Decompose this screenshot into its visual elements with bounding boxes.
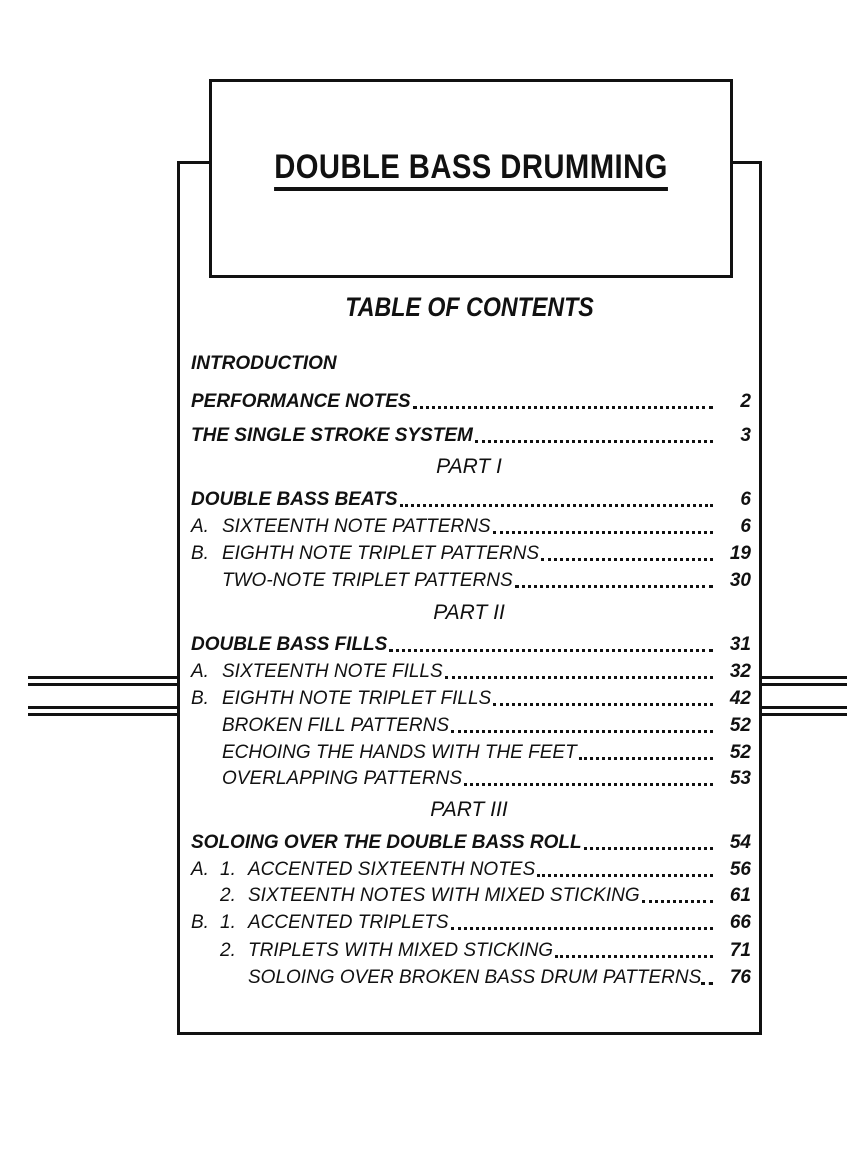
entry-label: DOUBLE BASS BEATS [191, 489, 398, 510]
leader-dots [451, 730, 713, 733]
leader-dots [701, 982, 713, 985]
part-2-heading: PART II [433, 601, 505, 624]
entry-label: SOLOING OVER BROKEN BASS DRUM PATTERNS [248, 967, 702, 988]
toc-entry-soloing-broken[interactable] [191, 963, 751, 989]
toc-entry-eighth-triplet-patterns[interactable] [191, 539, 751, 565]
toc-entry-echoing-hands[interactable] [191, 738, 751, 764]
page-number: 6 [740, 489, 751, 510]
entry-label: PERFORMANCE NOTES [191, 391, 411, 412]
toc-entry-performance-notes[interactable] [191, 387, 751, 413]
page-number: 42 [729, 688, 751, 709]
page-number: 53 [729, 768, 751, 789]
page-number: 54 [729, 832, 751, 853]
page-number: 56 [729, 859, 751, 880]
page-number: 6 [740, 516, 751, 537]
entry-label: ACCENTED TRIPLETS [248, 912, 449, 933]
leader-dots [493, 531, 714, 534]
entry-label: BROKEN FILL PATTERNS [222, 715, 449, 736]
toc-entry-eighth-triplet-fills[interactable] [191, 684, 751, 710]
leader-dots [475, 440, 713, 443]
page-number: 52 [729, 742, 751, 763]
toc-entry-sixteenth-patterns[interactable] [191, 512, 751, 538]
entry-number: 2. [220, 940, 236, 961]
part-3-heading: PART III [430, 798, 508, 821]
left-bar-1 [28, 676, 178, 679]
toc-entry-single-stroke[interactable] [191, 421, 751, 447]
page-number: 66 [729, 912, 751, 933]
toc-entry-introduction[interactable] [191, 349, 751, 375]
page-number: 2 [740, 391, 751, 412]
entry-label: INTRODUCTION [191, 353, 337, 374]
page-number: 61 [729, 885, 751, 906]
left-bar-2 [28, 683, 178, 686]
toc-entry-broken-fill[interactable] [191, 711, 751, 737]
leader-dots [541, 558, 713, 561]
page-number: 3 [740, 425, 751, 446]
leader-dots [445, 676, 713, 679]
frame-top-left [178, 161, 211, 164]
leader-dots [584, 847, 713, 850]
left-bar-4 [28, 713, 178, 716]
right-bar-2 [762, 683, 847, 686]
toc-entry-double-bass-beats[interactable] [191, 485, 751, 511]
entry-prefix: B. [191, 912, 209, 933]
entry-label: OVERLAPPING PATTERNS [222, 768, 463, 789]
leader-dots [537, 874, 713, 877]
toc-entry-sixteenth-mixed[interactable] [191, 881, 751, 907]
entry-label: SIXTEENTH NOTE FILLS [222, 661, 443, 682]
leader-dots [464, 783, 713, 786]
part-1-heading: PART I [436, 455, 502, 478]
entry-prefix: A. [191, 516, 209, 537]
entry-label: THE SINGLE STROKE SYSTEM [191, 425, 473, 446]
page-number: 30 [729, 570, 751, 591]
entry-number: 1. [220, 912, 236, 933]
toc-heading [178, 292, 760, 323]
page-number: 31 [729, 634, 751, 655]
toc-heading-text: TABLE OF CONTENTS [344, 292, 594, 322]
leader-dots [642, 900, 713, 903]
leader-dots [493, 703, 713, 706]
entry-number: 2. [220, 885, 236, 906]
toc-entry-triplets-mixed[interactable] [191, 936, 751, 962]
leader-dots [579, 757, 713, 760]
entry-label: ECHOING THE HANDS WITH THE FEET [222, 742, 577, 763]
entry-label: SIXTEENTH NOTES WITH MIXED STICKING [248, 885, 640, 906]
page-number: 52 [729, 715, 751, 736]
left-bar-3 [28, 706, 178, 709]
entry-prefix: B. [191, 688, 209, 709]
book-title-text: DOUBLE BASS DRUMMING [274, 148, 668, 191]
toc-entry-double-bass-fills[interactable] [191, 630, 751, 656]
entry-label: ACCENTED SIXTEENTH NOTES [248, 859, 536, 880]
page-number: 76 [729, 967, 751, 988]
toc-entry-overlapping[interactable] [191, 764, 751, 790]
entry-label: SIXTEENTH NOTE PATTERNS [222, 516, 491, 537]
right-bar-1 [762, 676, 847, 679]
entry-label: SOLOING OVER THE DOUBLE BASS ROLL [191, 832, 582, 853]
page-number: 32 [729, 661, 751, 682]
entry-prefix: A. [191, 859, 209, 880]
toc-entry-sixteenth-fills[interactable] [191, 657, 751, 683]
entry-number: 1. [220, 859, 236, 880]
page-number: 19 [729, 543, 751, 564]
page-number: 71 [729, 940, 751, 961]
title-box [209, 79, 733, 278]
toc-entry-two-note-triplet[interactable] [191, 566, 751, 592]
toc-entry-soloing-roll[interactable] [191, 828, 751, 854]
leader-dots [515, 585, 713, 588]
right-bar-4 [762, 713, 847, 716]
leader-dots [555, 955, 713, 958]
leader-dots [413, 406, 713, 409]
leader-dots [400, 504, 713, 507]
entry-label: EIGHTH NOTE TRIPLET PATTERNS [222, 543, 540, 564]
entry-label: DOUBLE BASS FILLS [191, 634, 388, 655]
entry-label: EIGHTH NOTE TRIPLET FILLS [222, 688, 492, 709]
frame-bottom [177, 1032, 762, 1035]
leader-dots [389, 649, 713, 652]
entry-prefix: A. [191, 661, 209, 682]
leader-dots [451, 927, 713, 930]
toc-entry-accented-triplets[interactable] [191, 908, 751, 934]
toc-entry-accented-sixteenth[interactable] [191, 855, 751, 881]
book-title [248, 148, 693, 187]
entry-prefix: B. [191, 543, 209, 564]
entry-label: TWO-NOTE TRIPLET PATTERNS [222, 570, 513, 591]
entry-label: TRIPLETS WITH MIXED STICKING [248, 940, 554, 961]
right-bar-3 [762, 706, 847, 709]
